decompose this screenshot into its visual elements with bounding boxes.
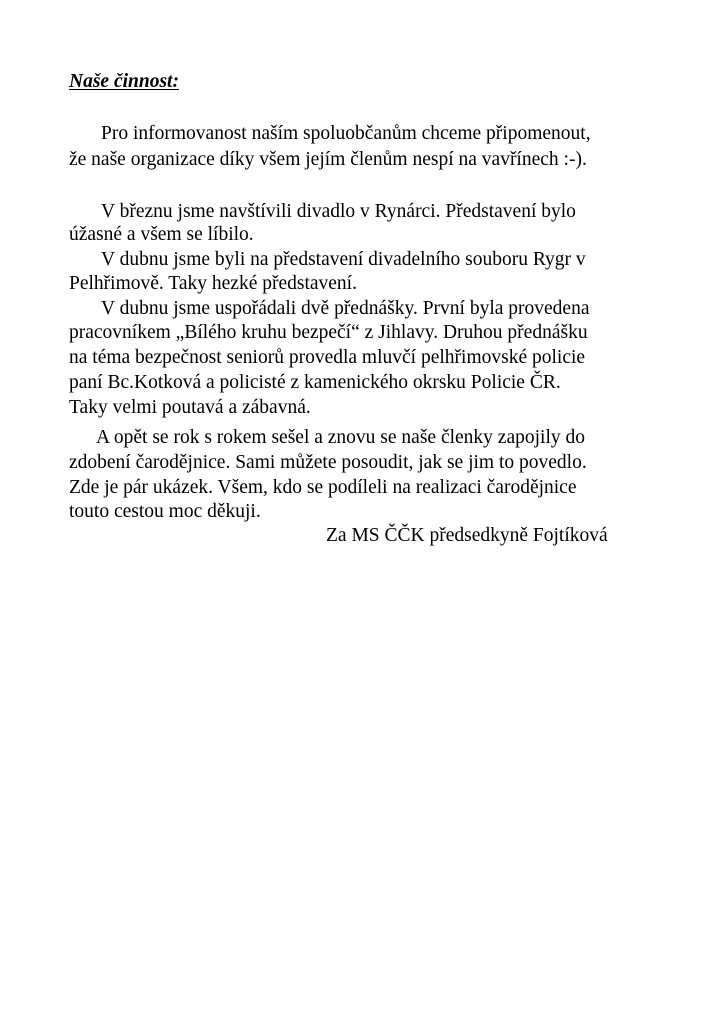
paragraph-line: zdobení čarodějnice. Sami můžete posoudit, jak se jim to povedlo.: [69, 452, 587, 473]
paragraph-line: V březnu jsme navštívili divadlo v Rynárci. Představení bylo: [101, 201, 576, 222]
paragraph-line: Pelhřimově. Taky hezké představení.: [69, 273, 357, 294]
paragraph-line: V dubnu jsme byli na představení divadelního souboru Rygr v: [101, 249, 586, 270]
paragraph-line: Zde je pár ukázek. Všem, kdo se podíleli na realizaci čarodějnice: [69, 477, 577, 498]
paragraph-line: paní Bc.Kotková a policisté z kamenického okrsku Policie ČR.: [69, 372, 561, 393]
signature: Za MS ČČK předsedkyně Fojtíková: [326, 525, 608, 546]
paragraph-line: na téma bezpečnost seniorů provedla mluvčí pelhřimovské policie: [69, 347, 586, 368]
paragraph-line: pracovníkem „Bílého kruhu bezpečí“ z Jihlavy. Druhou přednášku: [69, 322, 588, 343]
intro-line: že naše organizace díky všem jejím členům nespí na vavřínech :-).: [69, 149, 587, 170]
paragraph-line: úžasné a všem se líbilo.: [69, 224, 254, 245]
paragraph-line: touto cestou moc děkuji.: [69, 501, 261, 522]
paragraph-line: A opět se rok s rokem sešel a znovu se naše členky zapojily do: [96, 427, 585, 448]
paragraph-line: V dubnu jsme uspořádali dvě přednášky. První byla provedena: [101, 298, 590, 319]
intro-line: Pro informovanost naším spoluobčanům chceme připomenout,: [101, 123, 591, 144]
page-title: Naše činnost:: [69, 71, 179, 92]
paragraph-line: Taky velmi poutavá a zábavná.: [69, 397, 311, 418]
